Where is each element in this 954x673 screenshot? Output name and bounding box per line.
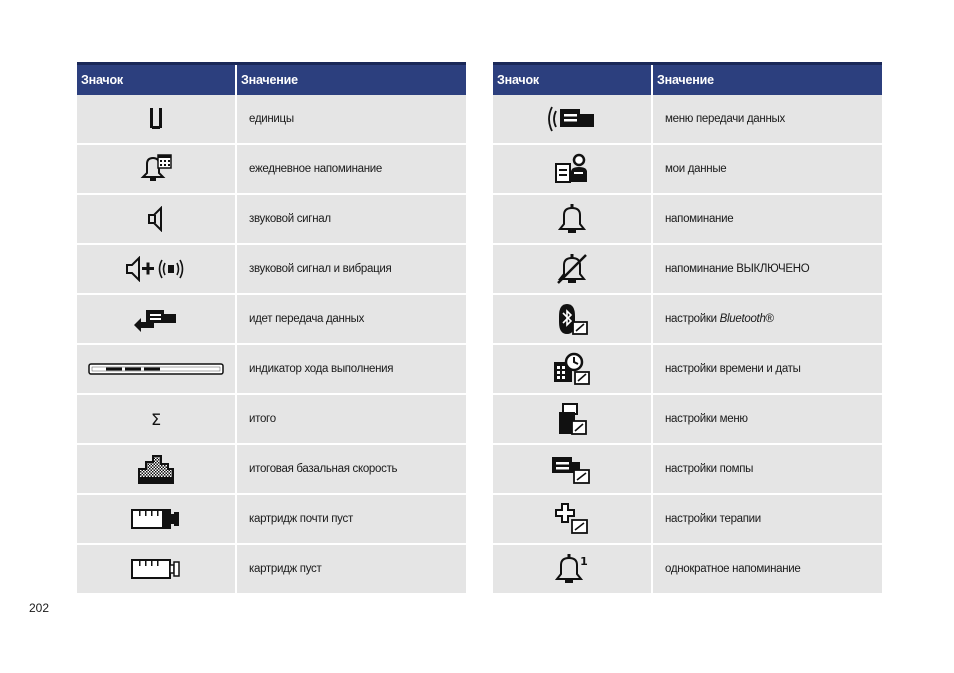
table-header	[493, 64, 882, 96]
bluetooth-settings-icon	[555, 302, 589, 336]
data-transfer-menu-icon	[546, 103, 598, 135]
table-row	[493, 344, 882, 394]
table-row	[77, 144, 466, 194]
row-label: итого	[236, 394, 466, 444]
row-label: ежедневное напоминание	[236, 144, 466, 194]
header-icon: Значок	[493, 64, 652, 96]
table-row	[493, 544, 882, 594]
sound-icon	[147, 206, 165, 232]
table-row	[77, 244, 466, 294]
table-row	[493, 144, 882, 194]
table-row	[77, 494, 466, 544]
header-value: Значение	[236, 64, 466, 96]
row-label-suffix: ®	[765, 313, 774, 325]
pump-settings-icon	[550, 453, 594, 485]
therapy-settings-icon	[554, 502, 590, 536]
row-label	[652, 294, 882, 344]
row-label: мои данные	[652, 144, 882, 194]
page-number: 202	[29, 601, 50, 615]
row-label: меню передачи данных	[652, 95, 882, 144]
table-row	[493, 444, 882, 494]
menu-settings-icon	[556, 402, 588, 436]
one-time-reminder-icon	[554, 553, 590, 585]
table-row	[493, 494, 882, 544]
cartridge-empty-icon	[131, 558, 181, 580]
table-row	[77, 95, 466, 144]
cartridge-almost-empty-icon	[131, 508, 181, 530]
row-label: индикатор хода выполнения	[236, 344, 466, 394]
table-header	[77, 64, 466, 96]
table-row	[493, 95, 882, 144]
daily-reminder-icon	[139, 153, 173, 185]
row-label: настройки помпы	[652, 444, 882, 494]
row-label: звуковой сигнал	[236, 194, 466, 244]
row-label: однократное напоминание	[652, 544, 882, 594]
header-icon: Значок	[77, 64, 236, 96]
sound-vibration-icon	[125, 256, 187, 282]
table-row	[77, 194, 466, 244]
table-row	[493, 244, 882, 294]
table-row	[77, 444, 466, 494]
row-label: звуковой сигнал и вибрация	[236, 244, 466, 294]
row-label: настройки меню	[652, 394, 882, 444]
svg-text:Σ: Σ	[150, 410, 162, 429]
progress-indicator-icon	[88, 362, 224, 376]
svg-text:1: 1	[580, 555, 588, 568]
table-row	[493, 394, 882, 444]
sigma-icon	[148, 409, 164, 429]
reminder-off-icon	[555, 253, 589, 285]
row-label: единицы	[236, 95, 466, 144]
row-label: картридж пуст	[236, 544, 466, 594]
total-basal-rate-icon	[137, 453, 175, 485]
row-label: напоминание	[652, 194, 882, 244]
row-label: картридж почти пуст	[236, 494, 466, 544]
units-icon	[149, 107, 163, 131]
table-row	[77, 394, 466, 444]
icons-table-left	[77, 62, 466, 595]
table-row	[77, 294, 466, 344]
row-label-italic: Bluetooth	[719, 313, 766, 325]
table-row	[493, 294, 882, 344]
my-data-icon	[554, 152, 590, 186]
table-row	[493, 194, 882, 244]
row-label: напоминание ВЫКЛЮЧЕНО	[652, 244, 882, 294]
data-transfer-icon	[132, 305, 180, 333]
header-value: Значение	[652, 64, 882, 96]
row-label: настройки терапии	[652, 494, 882, 544]
reminder-icon	[557, 203, 587, 235]
row-label: итоговая базальная скорость	[236, 444, 466, 494]
time-date-settings-icon	[552, 352, 592, 386]
row-label-text: настройки	[665, 313, 720, 325]
row-label: идет передача данных	[236, 294, 466, 344]
table-row	[77, 544, 466, 594]
table-row	[77, 344, 466, 394]
row-label: настройки времени и даты	[652, 344, 882, 394]
icons-table-right	[493, 62, 882, 595]
